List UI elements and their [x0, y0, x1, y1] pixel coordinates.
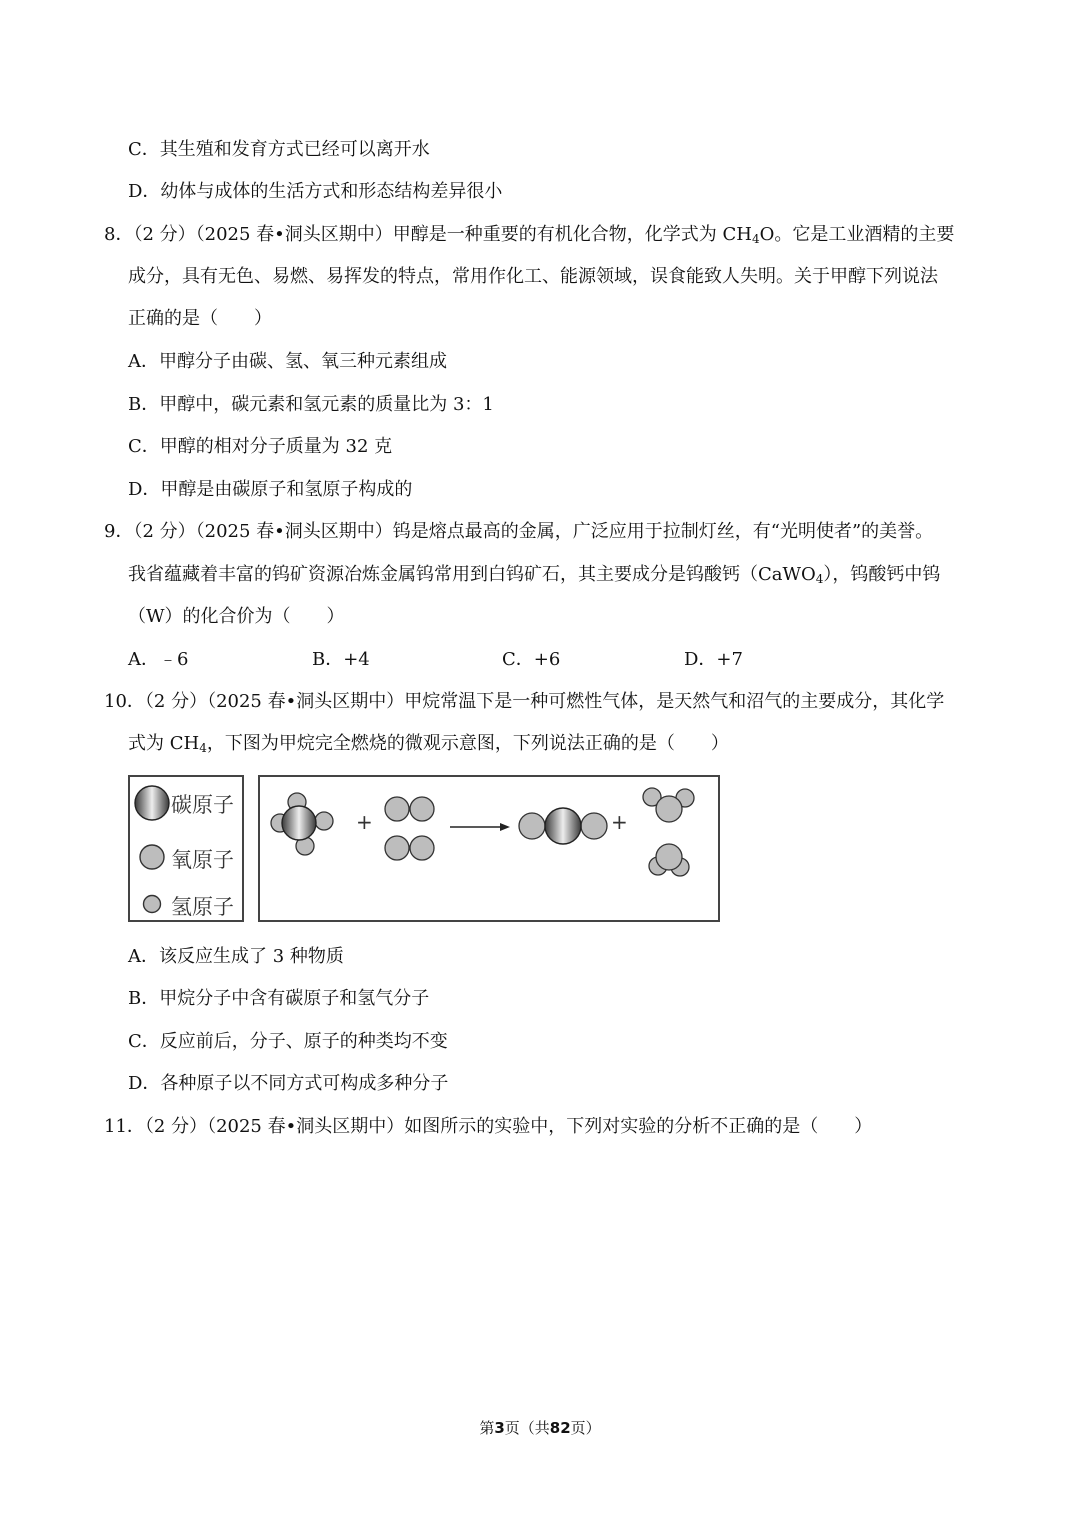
- q10-option-d: D．各种原子以不同方式可构成多种分子: [128, 1073, 449, 1094]
- q11-stem-line1: 11．（2 分）（2025 春•洞头区期中）如图所示的实验中，下列对实验的分析不正确的是（ ）: [104, 1116, 873, 1137]
- plus-sign-1: +: [356, 810, 373, 834]
- atom-legend: [128, 775, 244, 922]
- legend-oxygen-atom: [140, 845, 164, 869]
- legend-carbon-atom: [135, 786, 169, 820]
- q9-stem-line1: 9．（2 分）（2025 春•洞头区期中）钨是熔点最高的金属，广泛应用于拉制灯丝，有“光明使者”的美誉。: [104, 521, 934, 542]
- methane-molecule: [271, 793, 333, 855]
- q8-stem-line1: 8．（2 分）（2025 春•洞头区期中）甲醇是一种重要的有机化合物，化学式为 $CH_4O$。它是工业酒精的主要: [104, 224, 955, 246]
- legend-carbon-label: 碳原子: [171, 793, 234, 817]
- water-molecules: [643, 788, 694, 876]
- legend-oxygen-label: 氧原子: [171, 848, 234, 872]
- q10-option-b: B．甲烷分子中含有碳原子和氢气分子: [128, 988, 430, 1009]
- plus-sign-2: +: [611, 810, 628, 834]
- legend-hydrogen-atom: [144, 896, 161, 913]
- reaction-arrow: [450, 823, 510, 831]
- carbon-dioxide-molecule: [519, 808, 607, 844]
- q8-option-b: B．甲醇中，碳元素和氢元素的质量比为 3：1: [128, 394, 494, 415]
- q7-option-c: C．其生殖和发育方式已经可以离开水: [128, 139, 430, 160]
- q10-option-c: C．反应前后，分子、原子的种类均不变: [128, 1031, 448, 1052]
- page-footer: 第3页（共82页）: [479, 1419, 601, 1437]
- q10-stem-line2: 式为 $CH_4$，下图为甲烷完全燃烧的微观示意图，下列说法正确的是（ ）: [128, 733, 729, 755]
- q8-option-d: D．甲醇是由碳原子和氢原子构成的: [128, 479, 413, 500]
- methane-combustion-diagram: [258, 775, 720, 922]
- q8-option-c: C．甲醇的相对分子质量为 32 克: [128, 436, 393, 457]
- q8-option-a: A．甲醇分子由碳、氢、氧三种元素组成: [128, 351, 447, 372]
- current-page-number: 3: [494, 1419, 505, 1437]
- reaction-svg: [260, 777, 718, 920]
- q9-stem-line3: （W）的化合价为（ ）: [128, 606, 345, 627]
- q8-stem-line2: 成分，具有无色、易燃、易挥发的特点，常用作化工、能源领域，误食能致人失明。关于甲醇下列说法: [128, 266, 938, 287]
- q7-option-d: D．幼体与成体的生活方式和形态结构差异很小: [128, 181, 503, 202]
- q8-stem-line3: 正确的是（ ）: [128, 308, 272, 329]
- q10-option-a: A．该反应生成了 3 种物质: [128, 946, 344, 967]
- legend-hydrogen-label: 氢原子: [171, 895, 234, 919]
- q9-option-d: D．+7: [684, 649, 743, 670]
- q9-option-a: A．﹣6: [128, 649, 189, 670]
- oxygen-molecules: [385, 797, 434, 860]
- total-page-count: 82: [549, 1419, 571, 1437]
- q9-stem-line2: 我省蕴藏着丰富的钨矿资源冶炼金属钨常用到白钨矿石，其主要成分是钨酸钙（CaWO$_4$），钨酸钙中钨: [128, 564, 941, 586]
- q9-option-b: B．+4: [312, 649, 370, 670]
- q10-stem-line1: 10．（2 分）（2025 春•洞头区期中）甲烷常温下是一种可燃性气体，是天然气和沼气的主要成分，其化学: [104, 691, 945, 712]
- q9-option-c: C．+6: [502, 649, 561, 670]
